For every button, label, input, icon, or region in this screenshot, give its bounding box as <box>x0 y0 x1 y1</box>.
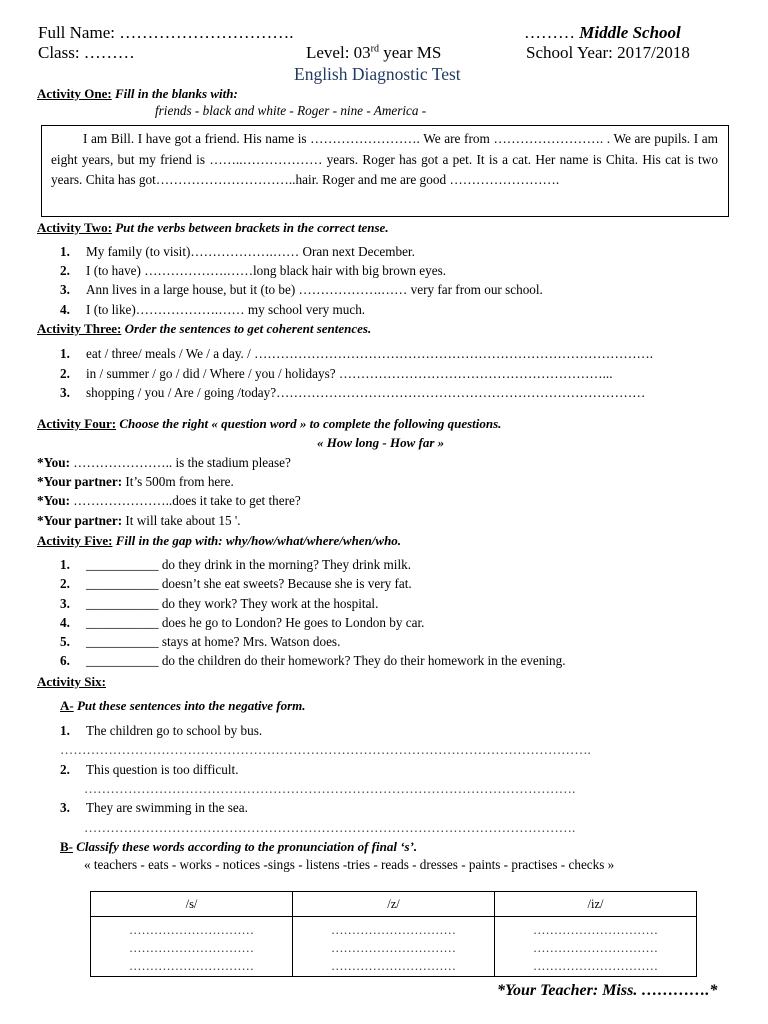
item-number: 3. <box>60 385 70 400</box>
activity-five-label: Activity Five: <box>37 533 113 548</box>
activity-two-instruction: Put the verbs between brackets in the correct tense. <box>115 220 389 235</box>
item-number: 5. <box>60 634 70 649</box>
item-text: doesn’t she eat sweets? Because she is very fat. <box>158 576 412 591</box>
activity-five-instruction: Fill in the gap with: why/how/what/where/when/who. <box>115 533 402 548</box>
dialogue-text: It’s 500m from here. <box>122 474 234 489</box>
part-a-label: A- <box>60 698 74 713</box>
item-number: 1. <box>60 346 70 361</box>
part-a-heading <box>60 698 306 714</box>
activity-one-instruction: Fill in the blanks with: <box>114 86 238 101</box>
item-text: My family (to visit)……………….…… Oran next December. <box>86 244 415 259</box>
activity-three-label: Activity Three: <box>37 321 122 336</box>
speaker: *Your partner: <box>37 513 123 528</box>
column-s-answers[interactable] <box>91 917 293 977</box>
level-line <box>306 43 441 63</box>
item-number: 6. <box>60 653 70 668</box>
activity-five-heading <box>37 533 401 549</box>
item-text: does he go to London? He goes to London by car. <box>158 615 425 630</box>
item-number: 4. <box>60 302 70 317</box>
level-prefix: Level: 03 <box>306 43 371 62</box>
speaker: *Your partner: <box>37 474 123 489</box>
level-sup: rd <box>370 43 380 55</box>
item-number: 2. <box>60 576 70 591</box>
item-text: This question is too difficult. <box>86 762 239 777</box>
activity-four-instruction: Choose the right « question word » to complete the following questions. <box>119 416 502 431</box>
school-year: School Year: 2017/2018 <box>526 43 690 62</box>
activity-two-item[interactable] <box>60 282 543 298</box>
answer-slot[interactable]: ………………………… <box>533 923 658 937</box>
answer-slot[interactable]: ………………………… <box>129 959 254 973</box>
activity-one-text[interactable]: I am Bill. I have got a friend. His name is ……………………. We are from ……………………. . We are pupils. I am eight years, but my friend is ……..……………… years. Roger has got a pet. It is a cat. Her name is Chita. His cat is two years. Chita has got…………………………..hair. Roger and me are good ……………………. <box>51 131 718 188</box>
gap-blank[interactable]: ___________ <box>86 596 159 611</box>
item-number: 1. <box>60 723 70 738</box>
activity-two-item[interactable] <box>60 244 415 260</box>
activity-five-item[interactable] <box>60 615 424 631</box>
activity-one-heading <box>37 86 238 102</box>
activity-one-label: Activity One: <box>37 86 112 101</box>
answer-slot[interactable]: ………………………… <box>129 923 254 937</box>
full-name-line[interactable]: Full Name: …………………………. <box>38 23 294 42</box>
activity-four-options: « How long - How far » <box>317 435 445 450</box>
activity-three-heading <box>37 321 371 337</box>
activity-four-heading <box>37 416 501 432</box>
item-text: shopping / you / Are / going /today?………………………………………………………………………… <box>86 385 646 400</box>
speaker: *You: <box>37 493 70 508</box>
page-title: English Diagnostic Test <box>294 64 461 84</box>
item-number: 2. <box>60 762 70 777</box>
answer-slot[interactable]: ………………………… <box>533 941 658 955</box>
part-b-word-list: « teachers - eats - works - notices -sings - listens -tries - reads - dresses - paints - practises - checks » <box>84 857 615 872</box>
item-number: 1. <box>60 244 70 259</box>
class-line[interactable]: Class: ……… <box>38 43 135 62</box>
speaker: *You: <box>37 455 70 470</box>
activity-five-item[interactable] <box>60 557 411 573</box>
item-text: The children go to school by bus. <box>86 723 263 738</box>
activity-one-word-list: friends - black and white - Roger - nine - America - <box>155 103 427 118</box>
school-dots: ……… <box>524 23 575 42</box>
item-text: do they work? They work at the hospital. <box>158 596 379 611</box>
teacher-signature-line: *Your Teacher: Miss. ………….* <box>497 982 718 999</box>
dialogue-line[interactable] <box>37 455 291 471</box>
item-text: They are swimming in the sea. <box>86 800 248 815</box>
item-number: 3. <box>60 282 70 297</box>
dialogue-line <box>37 474 234 490</box>
pronunciation-table <box>90 891 697 977</box>
item-number: 2. <box>60 366 70 381</box>
dialogue-text: It will take about 15 '. <box>122 513 241 528</box>
school-label: Middle School <box>579 23 681 42</box>
activity-three-item[interactable] <box>60 346 653 362</box>
header-z: /z/ <box>293 892 495 917</box>
answer-line[interactable]: …………………………………………………………………………………………………. <box>84 781 576 796</box>
item-number: 3. <box>60 596 70 611</box>
activity-two-item[interactable] <box>60 302 365 318</box>
item-text: Ann lives in a large house, but it (to be) ……………….…… very far from our school. <box>86 282 543 297</box>
negative-item <box>60 723 262 739</box>
answer-line[interactable]: …………………………………………………………………………………………………………. <box>60 742 591 757</box>
dialogue-text: ………………….. is the stadium please? <box>69 455 291 470</box>
part-b-heading <box>60 839 417 855</box>
item-number: 3. <box>60 800 70 815</box>
gap-blank[interactable]: ___________ <box>86 634 159 649</box>
item-number: 4. <box>60 615 70 630</box>
negative-item <box>60 762 239 778</box>
item-text: I (to like)……………….…… my school very much. <box>86 302 366 317</box>
gap-blank[interactable]: ___________ <box>86 557 159 572</box>
activity-one-paragraph <box>51 129 718 191</box>
answer-line[interactable]: …………………………………………………………………………………………………. <box>84 820 576 835</box>
part-a-instruction: Put these sentences into the negative form. <box>76 698 306 713</box>
item-text: I (to have) ……………….……long black hair with big brown eyes. <box>86 263 447 278</box>
item-text: in / summer / go / did / Where / you / holidays? ……………………………………………………... <box>86 366 613 381</box>
level-suffix: year MS <box>379 43 442 62</box>
part-b-instruction: Classify these words according to the pronunciation of final ‘s’. <box>76 839 418 854</box>
activity-three-instruction: Order the sentences to get coherent sentences. <box>124 321 372 336</box>
part-b-label: B- <box>60 839 73 854</box>
header-s: /s/ <box>91 892 293 917</box>
answer-slot[interactable]: ………………………… <box>129 941 254 955</box>
item-text: do the children do their homework? They do their homework in the evening. <box>158 653 566 668</box>
item-text: stays at home? Mrs. Watson does. <box>158 634 341 649</box>
activity-two-heading <box>37 220 389 236</box>
activity-three-item[interactable] <box>60 366 613 382</box>
dialogue-line <box>37 513 241 529</box>
answer-slot[interactable]: ………………………… <box>331 923 456 937</box>
item-number: 1. <box>60 557 70 572</box>
header-iz: /iz/ <box>495 892 697 917</box>
item-number: 2. <box>60 263 70 278</box>
negative-item <box>60 800 248 816</box>
activity-two-item[interactable] <box>60 263 446 279</box>
activity-five-item[interactable] <box>60 653 566 669</box>
item-text: do they drink in the morning? They drink milk. <box>158 557 412 572</box>
activity-five-item[interactable] <box>60 634 340 650</box>
answer-slot[interactable]: ………………………… <box>331 959 456 973</box>
activity-four-label: Activity Four: <box>37 416 117 431</box>
school-name <box>524 23 681 43</box>
activity-three-item[interactable] <box>60 385 645 401</box>
gap-blank[interactable]: ___________ <box>86 615 159 630</box>
dialogue-text: …………………..does it take to get there? <box>69 493 301 508</box>
column-iz-answers[interactable] <box>495 917 697 977</box>
column-z-answers[interactable] <box>293 917 495 977</box>
activity-two-label: Activity Two: <box>37 220 112 235</box>
dialogue-line[interactable] <box>37 493 301 509</box>
answer-slot[interactable]: ………………………… <box>331 941 456 955</box>
gap-blank[interactable]: ___________ <box>86 576 159 591</box>
activity-six-heading <box>37 674 106 690</box>
gap-blank[interactable]: ___________ <box>86 653 159 668</box>
answer-slot[interactable]: ………………………… <box>533 959 658 973</box>
activity-five-item[interactable] <box>60 576 412 592</box>
activity-six-label: Activity Six: <box>37 674 106 689</box>
activity-five-item[interactable] <box>60 596 378 612</box>
item-text: eat / three/ meals / We / a day. / ………………………………………………………………………………. <box>86 346 654 361</box>
